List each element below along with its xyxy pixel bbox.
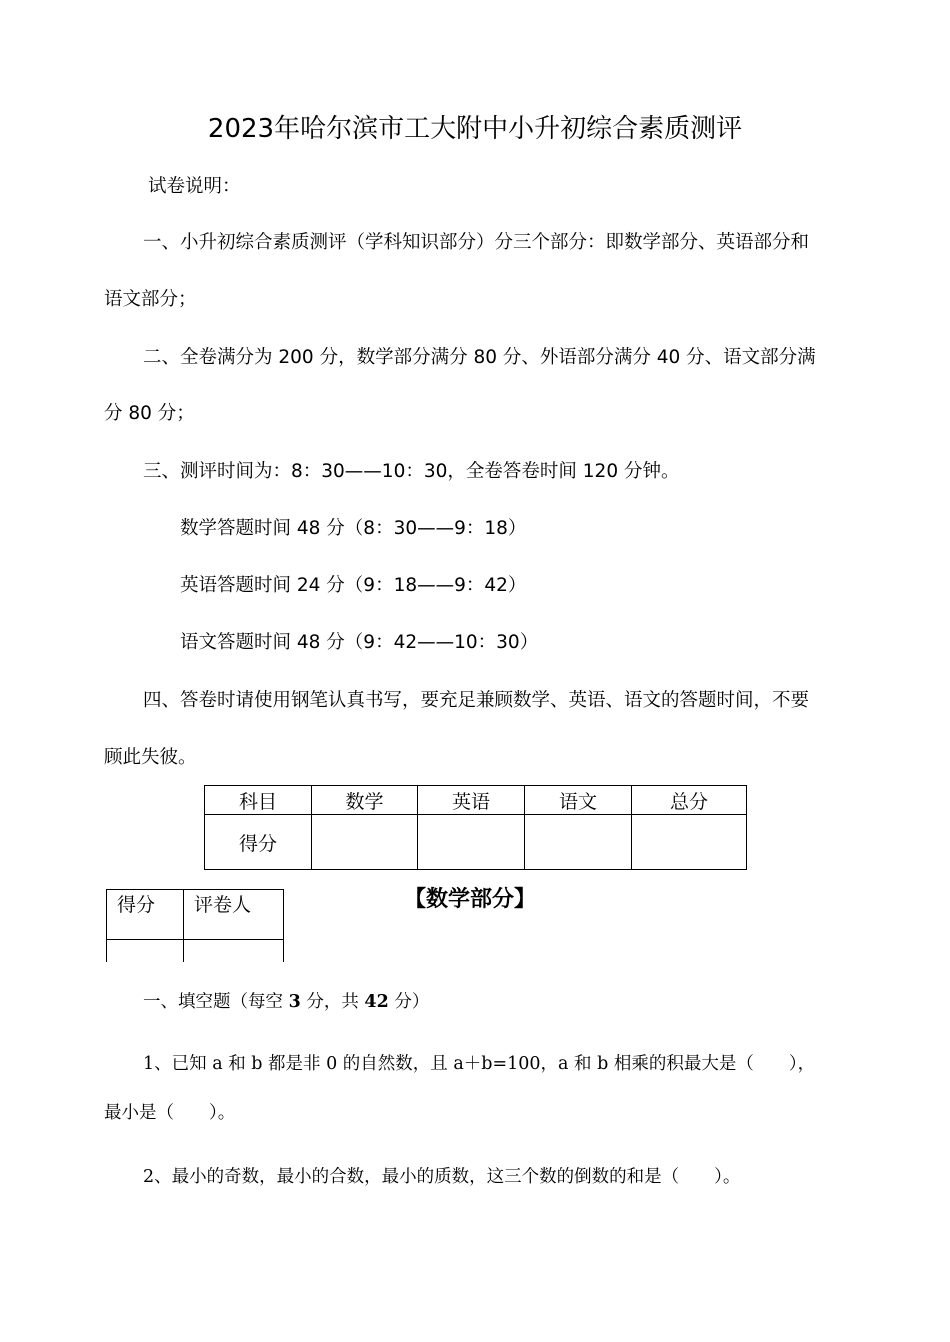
score-header-subject: 科目 <box>205 786 312 815</box>
part1-suffix: 分） <box>394 992 430 1012</box>
score-cell-total[interactable] <box>632 815 747 870</box>
grader-header-score: 得分 <box>107 890 184 940</box>
part1-prefix: 一、填空题（每空 <box>143 992 283 1012</box>
instruction-3-english-time: 英语答题时间 24 分（9：18——9：42） <box>180 575 527 596</box>
part1-heading <box>143 988 429 1013</box>
question-1-line-1: 1、已知 a 和 b 都是非 0 的自然数，且 a＋b=100，a 和 b 相乘的积最大是（ ）， <box>143 1054 816 1074</box>
grader-table-input-row <box>107 940 284 962</box>
grader-header-grader: 评卷人 <box>184 890 284 940</box>
instruction-3-line-1: 三、测评时间为：8：30——10：30，全卷答卷时间 120 分钟。 <box>143 461 680 482</box>
part1-total: 42 <box>364 992 389 1012</box>
score-row-label: 得分 <box>205 815 312 870</box>
instruction-3-chinese-time: 语文答题时间 48 分（9：42——10：30） <box>180 632 539 653</box>
part1-per-blank: 3 <box>288 992 301 1012</box>
score-cell-math[interactable] <box>312 815 418 870</box>
score-header-total: 总分 <box>632 786 747 815</box>
instruction-4-line-1: 四、答卷时请使用钢笔认真书写，要充足兼顾数学、英语、语文的答题时间，不要 <box>143 690 810 711</box>
math-section-title: 【数学部分】 <box>404 887 537 912</box>
score-table-score-row <box>205 815 747 870</box>
score-cell-english[interactable] <box>418 815 525 870</box>
score-header-english: 英语 <box>418 786 525 815</box>
grader-table <box>106 889 284 962</box>
score-header-math: 数学 <box>312 786 418 815</box>
instructions-heading: 试卷说明： <box>148 176 241 197</box>
exam-title: 2023年哈尔滨市工大附中小升初综合素质测评 <box>207 114 743 144</box>
question-1-line-2: 最小是（ ）。 <box>104 1103 236 1123</box>
instruction-1-line-2: 语文部分； <box>104 289 197 310</box>
part1-middle: 分，共 <box>306 992 359 1012</box>
grader-cell-score[interactable] <box>107 940 184 962</box>
instruction-3-math-time: 数学答题时间 48 分（8：30——9：18） <box>180 518 527 539</box>
instruction-1-line-1: 一、小升初综合素质测评（学科知识部分）分三个部分：即数学部分、英语部分和 <box>143 232 810 253</box>
instruction-2-line-1: 二、全卷满分为 200 分，数学部分满分 80 分、外语部分满分 40 分、语文部分满 <box>143 347 816 368</box>
score-cell-chinese[interactable] <box>525 815 632 870</box>
instruction-2-line-2: 分 80 分； <box>104 403 195 424</box>
instruction-4-line-2: 顾此失彼。 <box>104 747 197 768</box>
score-header-chinese: 语文 <box>525 786 632 815</box>
score-table <box>204 785 747 870</box>
grader-table-header-row <box>107 890 284 940</box>
grader-cell-grader[interactable] <box>184 940 284 962</box>
question-2-line-1: 2、最小的奇数，最小的合数，最小的质数，这三个数的倒数的和是（ ）。 <box>143 1167 741 1187</box>
score-table-header-row <box>205 786 747 815</box>
